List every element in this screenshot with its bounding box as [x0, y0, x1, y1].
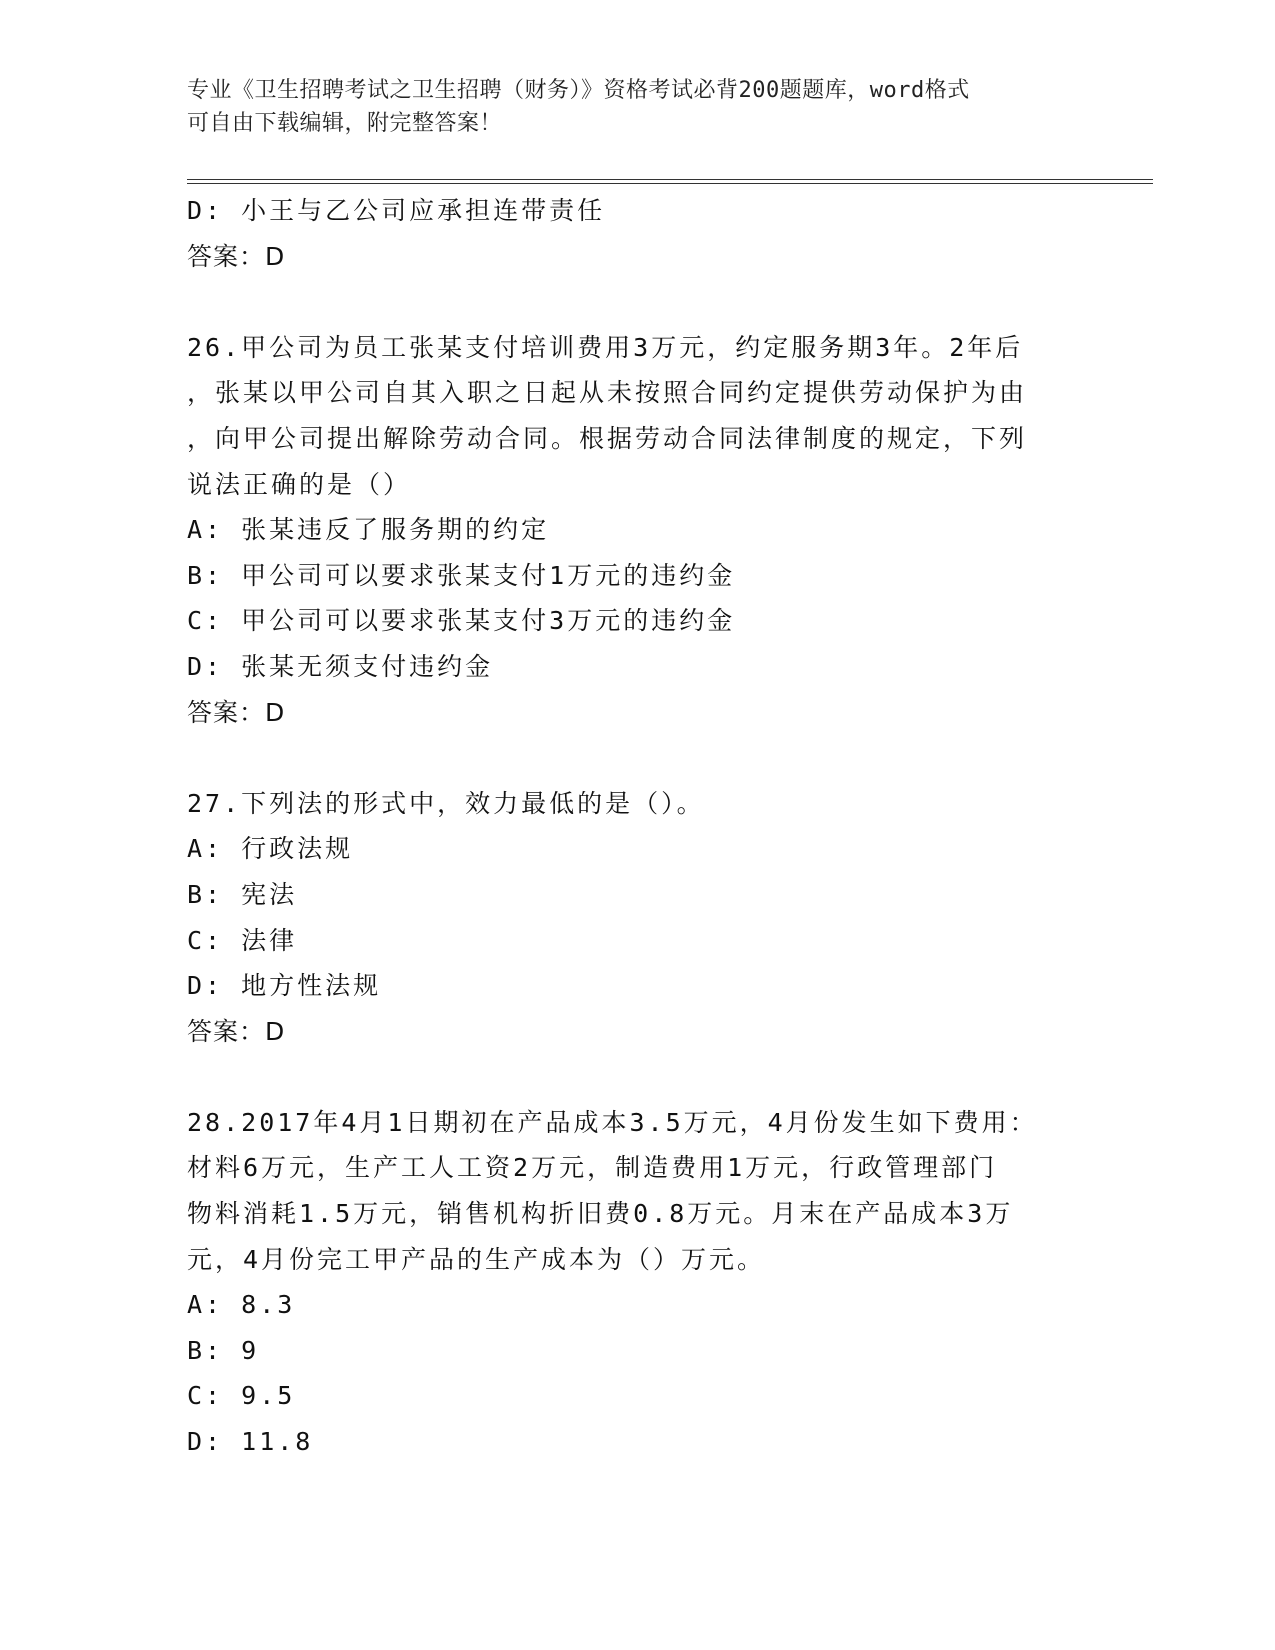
document-header	[187, 74, 1067, 140]
question-28-stem-line-1: 28.2017年4月1日期初在产品成本3.5万元，4月份发生如下费用：	[187, 1107, 1038, 1137]
question-26-stem-line-4: 说法正确的是（）	[187, 469, 412, 499]
question-27	[187, 781, 1067, 1055]
question-28-stem-line-4: 元，4月份完工甲产品的生产成本为（）万元。	[187, 1244, 766, 1274]
question-28-stem-line-2: 材料6万元，生产工人工资2万元，制造费用1万元，行政管理部门	[187, 1153, 998, 1183]
header-divider-top	[187, 179, 1153, 180]
question-27-option-b: B: 宪法	[187, 879, 298, 909]
question-26-option-c: C: 甲公司可以要求张某支付3万元的违约金	[187, 606, 736, 636]
question-27-answer: 答案：D	[187, 1016, 286, 1046]
question-28-option-b: B: 9	[187, 1335, 260, 1365]
spacer	[187, 1054, 1067, 1100]
question-28-option-d: D: 11.8	[187, 1427, 314, 1457]
spacer	[187, 279, 1067, 325]
header-line-1: 专业《卫生招聘考试之卫生招聘（财务）》资格考试必背200题题库，word格式	[187, 78, 970, 103]
prev-question-answer: 答案：D	[187, 241, 286, 271]
question-26	[187, 325, 1067, 735]
question-28-stem-line-3: 物料消耗1.5万元，销售机构折旧费0.8万元。月末在产品成本3万	[187, 1199, 1014, 1229]
question-27-option-d: D: 地方性法规	[187, 971, 382, 1001]
spacer	[187, 735, 1067, 781]
question-26-option-d: D: 张某无须支付违约金	[187, 651, 494, 681]
question-27-option-c: C: 法律	[187, 925, 298, 955]
header-line-2: 可自由下载编辑，附完整答案！	[187, 111, 503, 136]
question-27-stem-line-1: 27.下列法的形式中，效力最低的是（）。	[187, 788, 705, 818]
question-26-answer: 答案：D	[187, 697, 286, 727]
question-content	[187, 188, 1067, 1465]
question-28-option-a: A: 8.3	[187, 1290, 296, 1320]
question-28-option-c: C: 9.5	[187, 1381, 296, 1411]
question-26-stem-line-2: ，张某以甲公司自其入职之日起从未按照合同约定提供劳动保护为由	[187, 378, 1028, 408]
question-28	[187, 1100, 1067, 1465]
question-26-stem-line-1: 26.甲公司为员工张某支付培训费用3万元，约定服务期3年。2年后	[187, 332, 1024, 362]
question-26-option-b: B: 甲公司可以要求张某支付1万元的违约金	[187, 560, 736, 590]
question-27-option-a: A: 行政法规	[187, 834, 354, 864]
question-26-stem-line-3: ，向甲公司提出解除劳动合同。根据劳动合同法律制度的规定，下列	[187, 423, 1028, 453]
header-divider-bottom	[187, 183, 1153, 184]
question-26-option-a: A: 张某违反了服务期的约定	[187, 515, 550, 545]
prev-question-option-d: D: 小王与乙公司应承担连带责任	[187, 196, 606, 225]
